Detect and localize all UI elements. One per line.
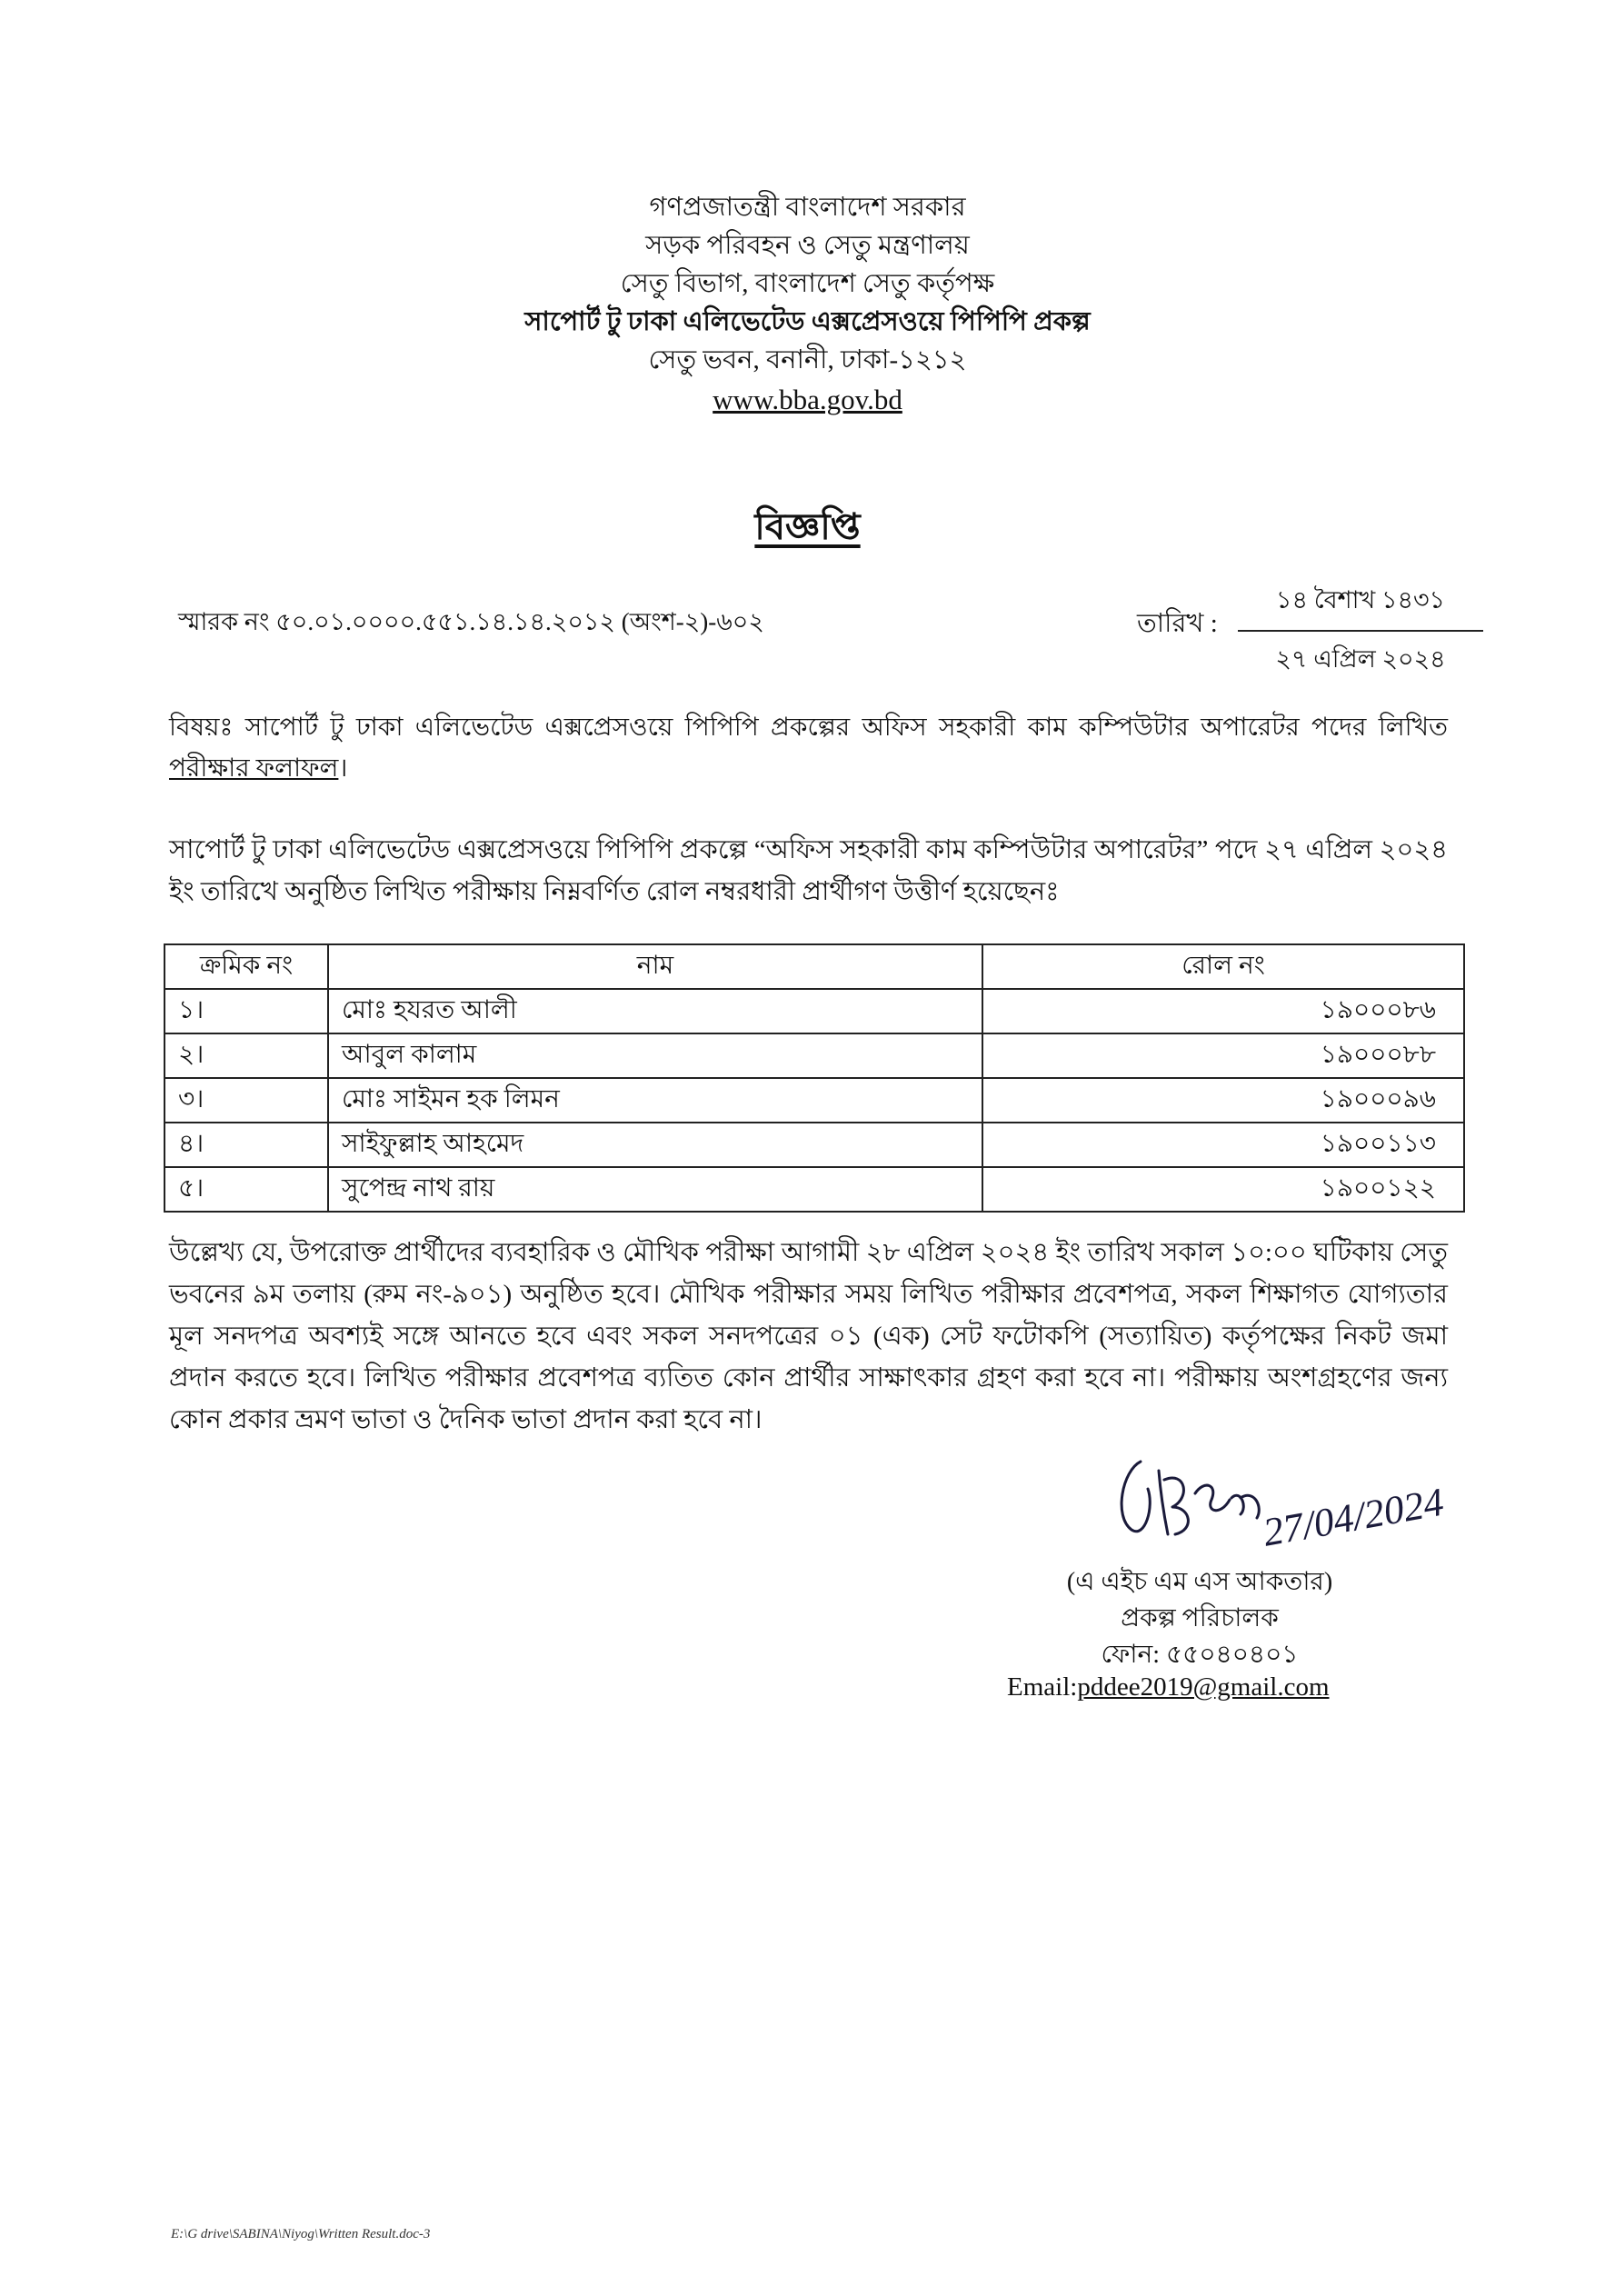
cell-name: মোঃ হযরত আলী <box>328 989 982 1033</box>
column-header-name: নাম <box>328 944 982 989</box>
email-label: Email: <box>1007 1672 1078 1702</box>
signatory-designation: প্রকল্প পরিচালক <box>1121 1604 1279 1632</box>
cell-serial: ৫। <box>164 1167 328 1212</box>
footer-file-path: E:\G drive\SABINA\Niyog\Written Result.doc-3 <box>171 2227 431 2241</box>
cell-name: মোঃ সাইমন হক লিমন <box>328 1078 982 1123</box>
instructions-paragraph: উল্লেখ্য যে, উপরোক্ত প্রার্থীদের ব্যবহারিক ও মৌখিক পরীক্ষা আগামী ২৮ এপ্রিল ২০২৪ ইং তারিখ সকাল ১০:০০ ঘটিকায় সেতু ভবনের ৯ম তলায় (রুম নং-৯০১) অনুষ্ঠিত হবে। মৌখিক পরীক্ষার সময় লিখিত পরীক্ষার প্রবেশপত্র, সকল শিক্ষাগত যোগ্যতার মূল সনদপত্র অবশ্যই সঙ্গে আনতে হবে এবং সকল সনদপত্রের ০১ (এক) সেট ফটোকপি (সত্যায়িত) কর্তৃপক্ষের নিকট জমা প্রদান করতে হবে। লিখিত পরীক্ষার প্রবেশপত্র ব্যতিত কোন প্রার্থীর সাক্ষাৎকার গ্রহণ করা হবে না। পরীক্ষায় অংশগ্রহণের জন্য কোন প্রকার ভ্রমণ ভাতা ও দৈনিক ভাতা প্রদান করা হবে না। <box>169 1238 1448 1434</box>
memo-number: স্মারক নং ৫০.০১.০০০০.৫৫১.১৪.১৪.২০১২ (অংশ-২)-৬০২ <box>178 608 764 635</box>
email-link[interactable]: pddee2019@gmail.com <box>1077 1672 1330 1702</box>
signatory-email-line <box>1007 1672 1330 1702</box>
header-division: সেতু বিভাগ, বাংলাদেশ সেতু কর্তৃপক্ষ <box>620 269 995 298</box>
results-table <box>164 943 1465 1213</box>
signature-date: 27/04/2024 <box>1260 1479 1448 1555</box>
notice-title-wrap <box>0 498 1615 559</box>
table-row <box>164 1167 1464 1212</box>
date-english: ২৭ এপ্রিল ২০২৪ <box>1275 645 1446 673</box>
header-ministry: সড়ক পরিবহন ও সেতু মন্ত্রণালয় <box>645 231 970 260</box>
header-website-wrap <box>0 385 1615 414</box>
date-divider <box>1238 630 1483 632</box>
table-header-row <box>164 944 1464 989</box>
table-row <box>164 1033 1464 1078</box>
date-label: তারিখ : <box>1137 609 1218 638</box>
signature-image <box>1104 1443 1468 1562</box>
cell-serial: ২। <box>164 1033 328 1078</box>
intro-paragraph: সাপোর্ট টু ঢাকা এলিভেটেড এক্সপ্রেসওয়ে পিপিপি প্রকল্পে “অফিস সহকারী কাম কম্পিউটার অপারেটর” পদে ২৭ এপ্রিল ২০২৪ ইং তারিখে অনুষ্ঠিত লিখিত পরীক্ষায় নিম্নবর্ণিত রোল নম্বরধারী প্রার্থীগণ উত্তীর্ণ হয়েছেনঃ <box>169 835 1448 906</box>
cell-serial: ৪। <box>164 1123 328 1167</box>
cell-roll: ১৯০০০৮৬ <box>982 989 1464 1033</box>
table-row <box>164 1123 1464 1167</box>
cell-roll: ১৯০০০৮৮ <box>982 1033 1464 1078</box>
cell-name: আবুল কালাম <box>328 1033 982 1078</box>
signatory-phone: ফোন: ৫৫০৪০৪০১ <box>1101 1641 1299 1669</box>
header-government: গণপ্রজাতন্ত্রী বাংলাদেশ সরকার <box>649 193 966 222</box>
cell-name: সাইফুল্লাহ আহমেদ <box>328 1123 982 1167</box>
notice-title: বিজ্ঞপ্তি <box>754 506 861 547</box>
cell-roll: ১৯০০০৯৬ <box>982 1078 1464 1123</box>
subject-underlined: পরীক্ষার ফলাফল <box>169 754 339 783</box>
cell-serial: ১। <box>164 989 328 1033</box>
cell-roll: ১৯০০১১৩ <box>982 1123 1464 1167</box>
cell-roll: ১৯০০১২২ <box>982 1167 1464 1212</box>
signatory-name: (এ এইচ এম এস আকতার) <box>1066 1568 1333 1596</box>
subject-prefix: বিষয়ঃ সাপোর্ট টু ঢাকা এলিভেটেড এক্সপ্রেসওয়ে পিপিপি প্রকল্পের অফিস সহকারী কাম কম্পিউটার অপারেটর পদের লিখিত <box>169 714 1448 742</box>
subject-suffix: । <box>338 754 348 783</box>
header-website-link[interactable]: www.bba.gov.bd <box>713 384 902 415</box>
cell-name: সুপেন্দ্র নাথ রায় <box>328 1167 982 1212</box>
date-block <box>1238 582 1483 682</box>
date-bangla: ১৪ বৈশাখ ১৪৩১ <box>1275 586 1446 614</box>
header-address: সেতু ভবন, বনানী, ঢাকা-১২১২ <box>648 345 967 374</box>
column-header-roll: রোল নং <box>982 944 1464 989</box>
table-row <box>164 989 1464 1033</box>
table-row <box>164 1078 1464 1123</box>
subject-line <box>169 707 1448 789</box>
column-header-serial: ক্রমিক নং <box>164 944 328 989</box>
header-project: সাপোর্ট টু ঢাকা এলিভেটেড এক্সপ্রেসওয়ে পিপিপি প্রকল্প <box>524 307 1091 336</box>
cell-serial: ৩। <box>164 1078 328 1123</box>
